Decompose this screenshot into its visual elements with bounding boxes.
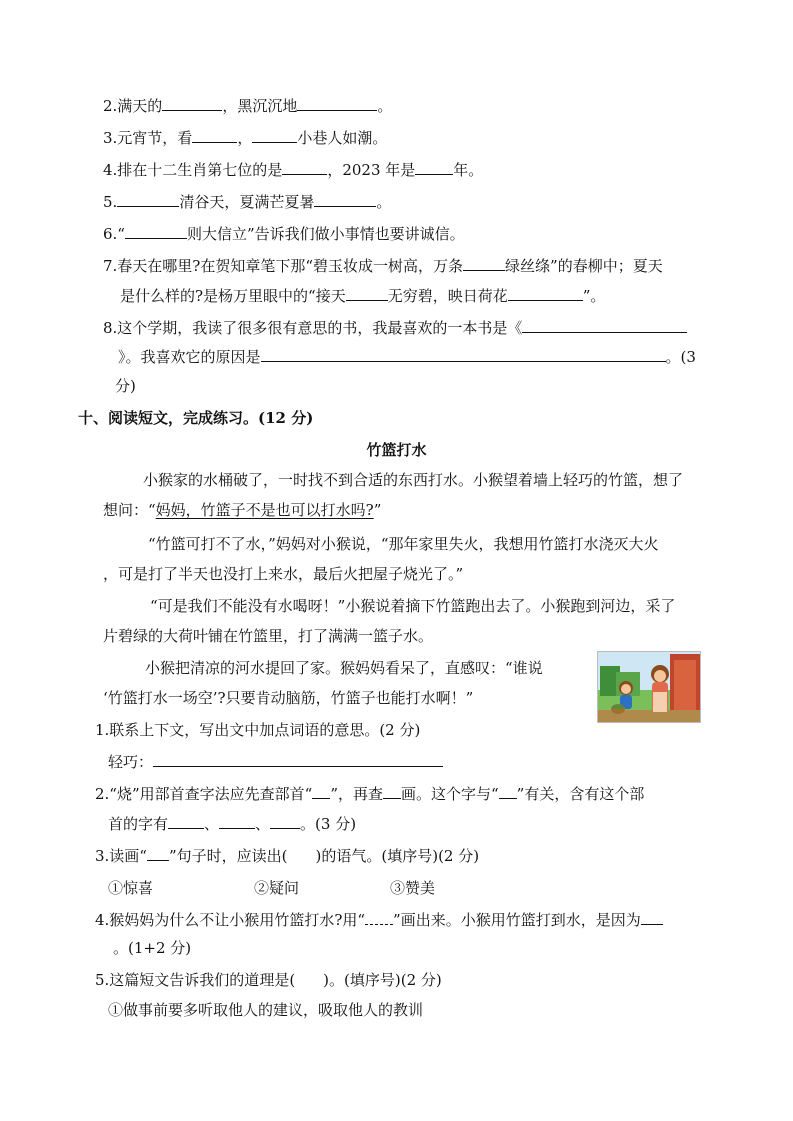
answer-blank[interactable] xyxy=(383,783,401,799)
exercise-2-line-2: 首的字有 、 、 。(3 分) xyxy=(108,815,357,833)
answer-blank[interactable] xyxy=(117,191,179,207)
exercise-3-option-3: ③赞美 xyxy=(390,879,436,897)
passage-paragraph-4-line-2: ‘竹篮打水一场空’?只要肯动脑筋，竹篮子也能打水啊！” xyxy=(103,689,474,707)
question-2: 2.满天的 ，黑沉沉地 。 xyxy=(103,97,393,115)
exercise-5-option-1: ①做事前要多听取他人的建议，吸取他人的教训 xyxy=(108,1001,424,1019)
answer-blank[interactable] xyxy=(415,159,453,175)
answer-blank[interactable] xyxy=(641,909,663,925)
passage-paragraph-1-line-1: 小猴家的水桶破了，一时找不到合适的东西打水。小猴望着墙上轻巧的竹篮，想了 xyxy=(143,471,684,489)
answer-blank[interactable] xyxy=(252,127,297,143)
passage-paragraph-4-line-1: 小猴把清凉的河水提回了家。猴妈妈看呆了，直感叹：“谁说 xyxy=(145,659,543,677)
question-8-line-2: 》。我喜欢它的原因是 。(3 xyxy=(118,348,696,366)
question-6: 6.“ 则大信立”告诉我们做小事情也要讲诚信。 xyxy=(103,225,465,243)
book-title-blank[interactable] xyxy=(522,317,687,333)
answer-blank[interactable] xyxy=(312,783,330,799)
passage-paragraph-2-line-2: ，可是打了半天也没打上来水，最后火把屋子烧光了。” xyxy=(103,565,464,583)
answer-blank[interactable] xyxy=(147,845,169,861)
monkey-illustration xyxy=(597,651,701,723)
exercise-1-answer: 轻巧： xyxy=(108,751,443,773)
answer-blank[interactable] xyxy=(297,95,377,111)
exercise-1: 1.联系上下文，写出文中加点词语的意思。(2 分) xyxy=(95,721,421,739)
passage-paragraph-3-line-1: “可是我们不能没有水喝呀！”小猴说着摘下竹篮跑出去了。小猴跑到河边，采了 xyxy=(150,597,676,615)
exercise-4-line-1: 4.猴妈妈为什么不让小猴用竹篮打水?用“ ”画出来。小猴用竹篮打到水，是因为 xyxy=(95,909,663,931)
answer-blank[interactable] xyxy=(168,813,204,829)
exercise-2-line-1: 2.“烧”用部首查字法应先查部首“ ”，再查 画。这个字与“ ”有关，含有这个部 xyxy=(95,785,645,803)
answer-blank[interactable] xyxy=(508,285,583,301)
question-8-line-3: 分) xyxy=(115,377,136,395)
question-4: 4.排在十二生肖第七位的是 ，2023 年是 年。 xyxy=(103,161,484,179)
exercise-3-option-2: ②疑问 xyxy=(254,879,300,897)
exercise-4-line-2: 。(1+2 分) xyxy=(113,939,192,957)
answer-blank[interactable] xyxy=(219,813,255,829)
passage-title: 竹篮打水 xyxy=(366,441,427,459)
answer-blank[interactable] xyxy=(282,159,327,175)
answer-blank[interactable] xyxy=(162,95,222,111)
passage-paragraph-2-line-1: “竹篮可打不了水，”妈妈对小猴说，“那年家里失火，我想用竹篮打水浇灭大火 xyxy=(148,535,659,553)
answer-blank[interactable] xyxy=(192,127,237,143)
answer-blank[interactable] xyxy=(314,191,376,207)
exercise-3: 3.读画“ ”句子时，应读出( )的语气。(填序号)(2 分) xyxy=(95,847,480,865)
answer-blank[interactable] xyxy=(365,909,393,925)
answer-blank[interactable] xyxy=(499,783,517,799)
question-7-line-2: 是什么样的?是杨万里眼中的“接天 无穷碧，映日荷花 ”。 xyxy=(120,287,606,305)
underlined-sentence: 妈妈，竹篮子不是也可以打水吗? xyxy=(155,501,374,519)
question-7-line-1: 7.春天在哪里?在贺知章笔下那“碧玉妆成一树高，万条 绿丝绦”的春柳中；夏天 xyxy=(103,257,663,275)
passage-paragraph-1-line-2: 想问：“妈妈，竹篮子不是也可以打水吗?” xyxy=(103,501,382,519)
exercise-5: 5.这篇短文告诉我们的道理是( )。(填序号)(2 分) xyxy=(95,971,442,989)
passage-paragraph-3-line-2: 片碧绿的大荷叶铺在竹篮里，打了满满一篮子水。 xyxy=(103,627,434,645)
exercise-3-option-1: ①惊喜 xyxy=(108,879,154,897)
reason-blank[interactable] xyxy=(261,346,666,362)
answer-blank[interactable] xyxy=(346,285,388,301)
question-3: 3.元宵节，看 ， 小巷人如潮。 xyxy=(103,129,388,147)
answer-blank[interactable] xyxy=(270,813,300,829)
section-heading: 十、阅读短文，完成练习。(12 分) xyxy=(78,409,314,427)
question-5: 5. 清谷天，夏满芒夏暑 。 xyxy=(103,193,392,211)
monkey-mother-and-child-image xyxy=(598,652,700,722)
answer-blank[interactable] xyxy=(463,255,505,271)
question-8-line-1: 8.这个学期，我读了很多很有意思的书，我最喜欢的一本书是《 xyxy=(103,317,687,339)
answer-blank[interactable] xyxy=(125,223,187,239)
answer-blank[interactable] xyxy=(153,751,443,767)
